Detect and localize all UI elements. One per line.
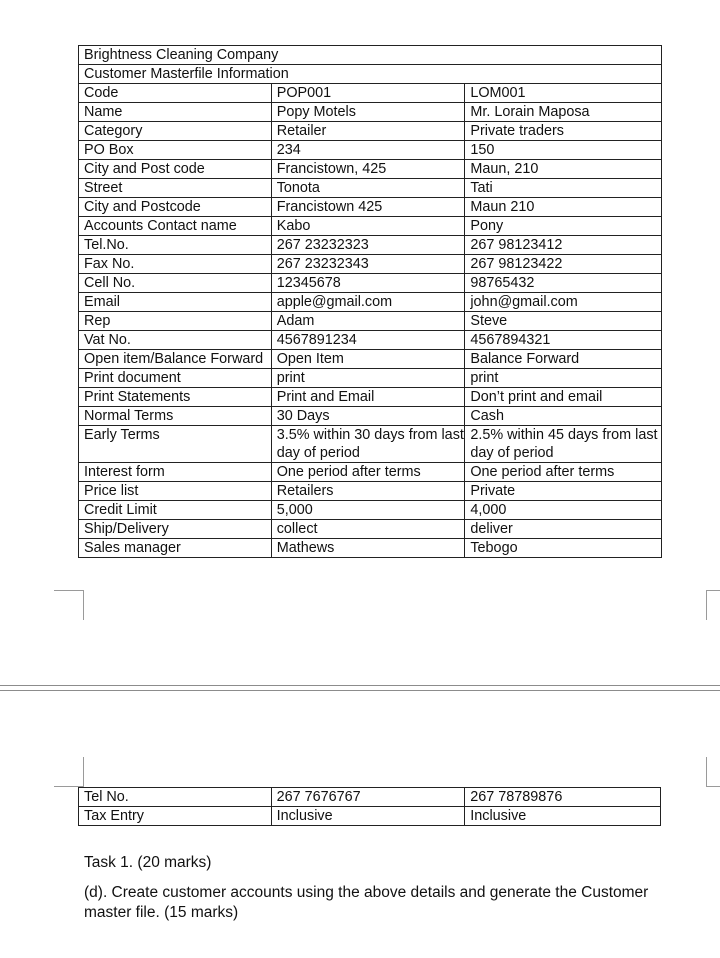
row-value-customer-1: Inclusive	[271, 807, 465, 826]
row-value-customer-2: Don’t print and email	[465, 388, 662, 407]
row-value-customer-1: Popy Motels	[271, 103, 465, 122]
page-corner-mark-right-v2	[706, 757, 707, 787]
table-row	[79, 198, 662, 217]
row-label: Rep	[79, 312, 272, 331]
row-label: Print document	[79, 369, 272, 388]
row-label: Interest form	[79, 463, 272, 482]
row-label: Ship/Delivery	[79, 520, 272, 539]
table-row	[79, 426, 662, 463]
row-label: Fax No.	[79, 255, 272, 274]
row-value-customer-2: 4,000	[465, 501, 662, 520]
extra-table-body	[79, 788, 661, 826]
row-label: Normal Terms	[79, 407, 272, 426]
row-label: Tel No.	[79, 788, 272, 807]
page-corner-mark-left-v	[83, 590, 84, 620]
row-value-customer-2: Tebogo	[465, 539, 662, 558]
table-row	[79, 331, 662, 350]
page-corner-mark-right	[706, 590, 720, 591]
table-row	[79, 788, 661, 807]
table-row	[79, 217, 662, 236]
customer-master-table	[78, 45, 662, 558]
row-value-customer-1: 3.5% within 30 days from last day of period	[271, 426, 465, 463]
table-row	[79, 407, 662, 426]
company-title: Brightness Cleaning Company	[79, 46, 662, 65]
row-value-customer-2: print	[465, 369, 662, 388]
row-value-customer-1: Adam	[271, 312, 465, 331]
row-value-customer-1: Francistown, 425	[271, 160, 465, 179]
row-label: Name	[79, 103, 272, 122]
table-row	[79, 350, 662, 369]
row-label: Credit Limit	[79, 501, 272, 520]
table-row	[79, 103, 662, 122]
row-value-customer-1: One period after terms	[271, 463, 465, 482]
row-label: Accounts Contact name	[79, 217, 272, 236]
table-row	[79, 274, 662, 293]
row-value-customer-2: 150	[465, 141, 662, 160]
customer-extra-table	[78, 787, 661, 826]
row-label: City and Postcode	[79, 198, 272, 217]
table-row	[79, 369, 662, 388]
page-corner-mark-right-v	[706, 590, 707, 620]
row-label: Open item/Balance Forward	[79, 350, 272, 369]
row-value-customer-2: 4567894321	[465, 331, 662, 350]
task-part-text: Create customer accounts using the above details and generate the Customer master file.	[84, 884, 649, 921]
row-value-customer-2: Mr. Lorain Maposa	[465, 103, 662, 122]
table-row	[79, 388, 662, 407]
row-value-customer-2: Cash	[465, 407, 662, 426]
page-corner-mark-left	[54, 590, 84, 591]
row-value-customer-1: Retailers	[271, 482, 465, 501]
table-row	[79, 141, 662, 160]
row-value-customer-1: Francistown 425	[271, 198, 465, 217]
task-part-label: (d).	[84, 884, 108, 901]
page-corner-mark-left-v2	[83, 757, 84, 787]
row-label: Category	[79, 122, 272, 141]
row-value-customer-2: 267 78789876	[465, 788, 661, 807]
row-value-customer-2: 267 98123422	[465, 255, 662, 274]
row-label: Street	[79, 179, 272, 198]
row-value-customer-2: Private	[465, 482, 662, 501]
row-label: Sales manager	[79, 539, 272, 558]
row-value-customer-1: collect	[271, 520, 465, 539]
table-row	[79, 160, 662, 179]
row-label: Early Terms	[79, 426, 272, 463]
row-value-customer-2: 2.5% within 45 days from last day of period	[465, 426, 662, 463]
row-label: Code	[79, 84, 272, 103]
table-row	[79, 122, 662, 141]
row-value-customer-1: POP001	[271, 84, 465, 103]
row-value-customer-1: 12345678	[271, 274, 465, 293]
task-part-d	[84, 883, 674, 923]
row-value-customer-2: Maun 210	[465, 198, 662, 217]
table-row	[79, 463, 662, 482]
row-label: Tel.No.	[79, 236, 272, 255]
row-value-customer-1: apple@gmail.com	[271, 293, 465, 312]
table-row	[79, 293, 662, 312]
page-corner-mark-right2	[706, 786, 720, 787]
row-value-customer-2: Steve	[465, 312, 662, 331]
row-value-customer-1: 234	[271, 141, 465, 160]
table-row	[79, 482, 662, 501]
row-label: Email	[79, 293, 272, 312]
row-value-customer-1: Print and Email	[271, 388, 465, 407]
row-label: Vat No.	[79, 331, 272, 350]
row-value-customer-2: Private traders	[465, 122, 662, 141]
table-row	[79, 312, 662, 331]
table-row	[79, 84, 662, 103]
master-table-body	[79, 46, 662, 558]
row-value-customer-1: Open Item	[271, 350, 465, 369]
row-value-customer-1: Tonota	[271, 179, 465, 198]
table-row	[79, 807, 661, 826]
table-row	[79, 501, 662, 520]
row-value-customer-1: 4567891234	[271, 331, 465, 350]
table-row	[79, 236, 662, 255]
table-title-row	[79, 46, 662, 65]
table-row	[79, 539, 662, 558]
table-row	[79, 179, 662, 198]
row-label: Cell No.	[79, 274, 272, 293]
row-value-customer-2: 267 98123412	[465, 236, 662, 255]
row-value-customer-1: 267 23232343	[271, 255, 465, 274]
row-value-customer-2: Balance Forward	[465, 350, 662, 369]
page-break-line-bottom	[0, 690, 720, 691]
table-subtitle-row	[79, 65, 662, 84]
row-value-customer-1: 5,000	[271, 501, 465, 520]
row-value-customer-2: Tati	[465, 179, 662, 198]
row-value-customer-2: LOM001	[465, 84, 662, 103]
row-value-customer-2: deliver	[465, 520, 662, 539]
table-row	[79, 255, 662, 274]
row-value-customer-1: 30 Days	[271, 407, 465, 426]
row-label: Price list	[79, 482, 272, 501]
row-value-customer-2: Maun, 210	[465, 160, 662, 179]
row-value-customer-1: Mathews	[271, 539, 465, 558]
row-value-customer-1: 267 7676767	[271, 788, 465, 807]
task-part-marks: (15 marks)	[164, 904, 239, 921]
row-value-customer-2: Pony	[465, 217, 662, 236]
row-value-customer-1: Kabo	[271, 217, 465, 236]
row-value-customer-2: john@gmail.com	[465, 293, 662, 312]
row-label: PO Box	[79, 141, 272, 160]
row-label: City and Post code	[79, 160, 272, 179]
page-break-line-top	[0, 685, 720, 686]
masterfile-subtitle: Customer Masterfile Information	[79, 65, 662, 84]
row-label: Print Statements	[79, 388, 272, 407]
table-row	[79, 520, 662, 539]
row-value-customer-2: Inclusive	[465, 807, 661, 826]
row-value-customer-1: Retailer	[271, 122, 465, 141]
row-label: Tax Entry	[79, 807, 272, 826]
row-value-customer-2: One period after terms	[465, 463, 662, 482]
row-value-customer-1: 267 23232323	[271, 236, 465, 255]
row-value-customer-2: 98765432	[465, 274, 662, 293]
task-heading: Task 1. (20 marks)	[84, 854, 212, 871]
row-value-customer-1: print	[271, 369, 465, 388]
